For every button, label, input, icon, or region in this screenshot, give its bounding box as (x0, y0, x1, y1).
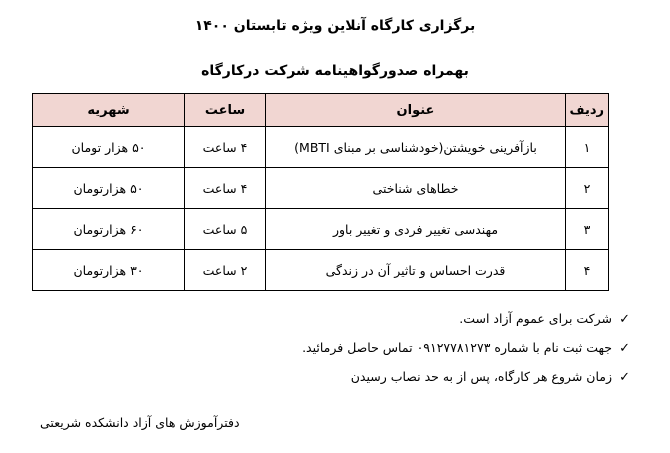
header-hours: ساعت (185, 94, 266, 127)
cell-hours: ۴ ساعت (185, 127, 266, 168)
cell-hours: ۵ ساعت (185, 209, 266, 250)
cell-row-number: ۳ (566, 209, 609, 250)
page-subtitle: بهمراه صدورگواهینامه شرکت درکارگاه (201, 63, 469, 79)
cell-fee: ۵۰ هزارتومان (33, 168, 185, 209)
table-row (33, 209, 609, 250)
note-text: زمان شروع هر کارگاه، پس از به حد نصاب رسیدن (350, 369, 612, 384)
footer-signature: دفترآموزش های آزاد دانشکده شریعتی (40, 415, 240, 430)
cell-fee: ۶۰ هزارتومان (33, 209, 185, 250)
cell-hours: ۲ ساعت (185, 250, 266, 291)
note-item (30, 304, 630, 333)
workshops-table (32, 93, 609, 291)
cell-row-number: ۴ (566, 250, 609, 291)
note-item (30, 333, 630, 362)
cell-row-number: ۲ (566, 168, 609, 209)
header-title: عنوان (266, 94, 566, 127)
table-row (33, 250, 609, 291)
check-icon: ✓ (619, 370, 630, 385)
header-row-number: ردیف (566, 94, 609, 127)
cell-fee: ۳۰ هزارتومان (33, 250, 185, 291)
cell-row-number: ۱ (566, 127, 609, 168)
cell-fee: ۵۰ هزار تومان (33, 127, 185, 168)
check-icon: ✓ (619, 312, 630, 327)
cell-title: قدرت احساس و تاثیر آن در زندگی (266, 250, 566, 291)
cell-title: مهندسی تغییر فردی و تغییر باور (266, 209, 566, 250)
cell-title: بازآفرینی خویشتن(خودشناسی بر مبنای MBTI) (266, 127, 566, 168)
cell-title: خطاهای شناختی (266, 168, 566, 209)
check-icon: ✓ (619, 341, 630, 356)
note-item (30, 362, 630, 391)
table-row (33, 168, 609, 209)
notes-list (30, 304, 630, 391)
header-fee: شهریه (33, 94, 185, 127)
cell-hours: ۴ ساعت (185, 168, 266, 209)
note-text: شرکت برای عموم آزاد است. (459, 311, 612, 326)
page-title: برگزاری کارگاه آنلاین ویژه تابستان ۱۴۰۰ (194, 18, 476, 34)
table-row (33, 127, 609, 168)
table-header-row (33, 94, 609, 127)
note-text: جهت ثبت نام با شماره ۰۹۱۲۷۷۸۱۲۷۳ تماس حاصل فرمائید. (302, 340, 612, 355)
